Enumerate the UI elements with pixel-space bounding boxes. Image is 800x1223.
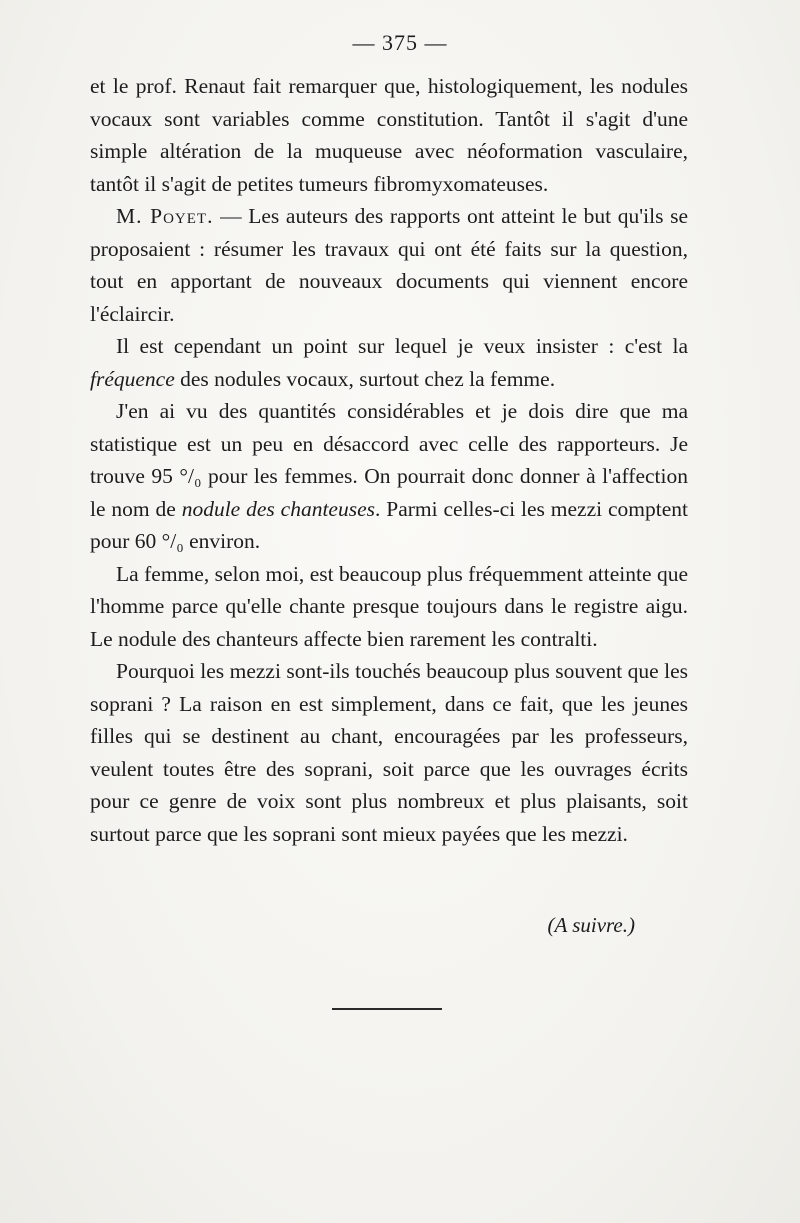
paragraph-text: — Les auteurs des rapports ont atteint le but qu'ils se proposaient : résumer les travaux qui ont été faits sur la question, tout en apportant de nouveaux documents qui viennent encore l'éclaircir. bbox=[90, 204, 688, 326]
paragraph-text: Il est cependant un point sur lequel je veux insister : c'est la bbox=[116, 334, 688, 358]
paragraph-text: des nodules vocaux, surtout chez la femme. bbox=[174, 366, 556, 391]
speaker-name: M. Poyet. bbox=[116, 204, 214, 228]
to-be-continued: (A suivre.) bbox=[547, 913, 635, 937]
emphasis-text: nodule des chanteuses bbox=[181, 496, 375, 521]
paragraph-text: J'en ai vu des quantités considérables et je dois dire que ma statistique est un peu en désaccord avec celle des rapporteurs. Je trouve 95 °/₀ pour les femmes. On pourrait donc donner à l'affection le nom de bbox=[90, 399, 688, 521]
paragraph-frequence bbox=[90, 330, 688, 395]
page-number: — 375 — bbox=[352, 30, 448, 55]
emphasis-text: fréquence bbox=[90, 366, 175, 391]
paragraph-femme: La femme, selon moi, est beaucoup plus fréquemment atteinte que l'homme parce qu'elle chante presque toujours dans le registre aigu. Le nodule des chanteurs affecte bien rarement les contralti. bbox=[90, 561, 688, 651]
paragraph-text: . Parmi celles-ci les mezzi comptent pour 60 °/₀ environ. bbox=[90, 496, 688, 553]
paragraph-mezzi: Pourquoi les mezzi sont-ils touchés beaucoup plus souvent que les soprani ? La raison en est simplement, dans ce fait, que les jeunes filles qui se destinent au chant, encouragées par les professeurs, veulent toutes être des soprani, soit parce que les ouvrages écrits pour ce genre de voix sont plus nombreux et plus plaisants, soit surtout parce que les soprani sont mieux payées que les mezzi. bbox=[90, 659, 688, 846]
paragraph-continuation: et le prof. Renaut fait remarquer que, histologiquement, les nodules vocaux sont variables comme constitution. Tantôt il s'agit d'une simple altération de la muqueuse avec néoformation vasculaire, tantôt il s'agit de petites tumeurs fibromyxomateuses. bbox=[90, 74, 688, 196]
body-text bbox=[90, 70, 688, 850]
paragraph-statistique bbox=[90, 395, 688, 558]
section-divider bbox=[332, 1008, 442, 1010]
paragraph-poyet bbox=[90, 200, 688, 330]
